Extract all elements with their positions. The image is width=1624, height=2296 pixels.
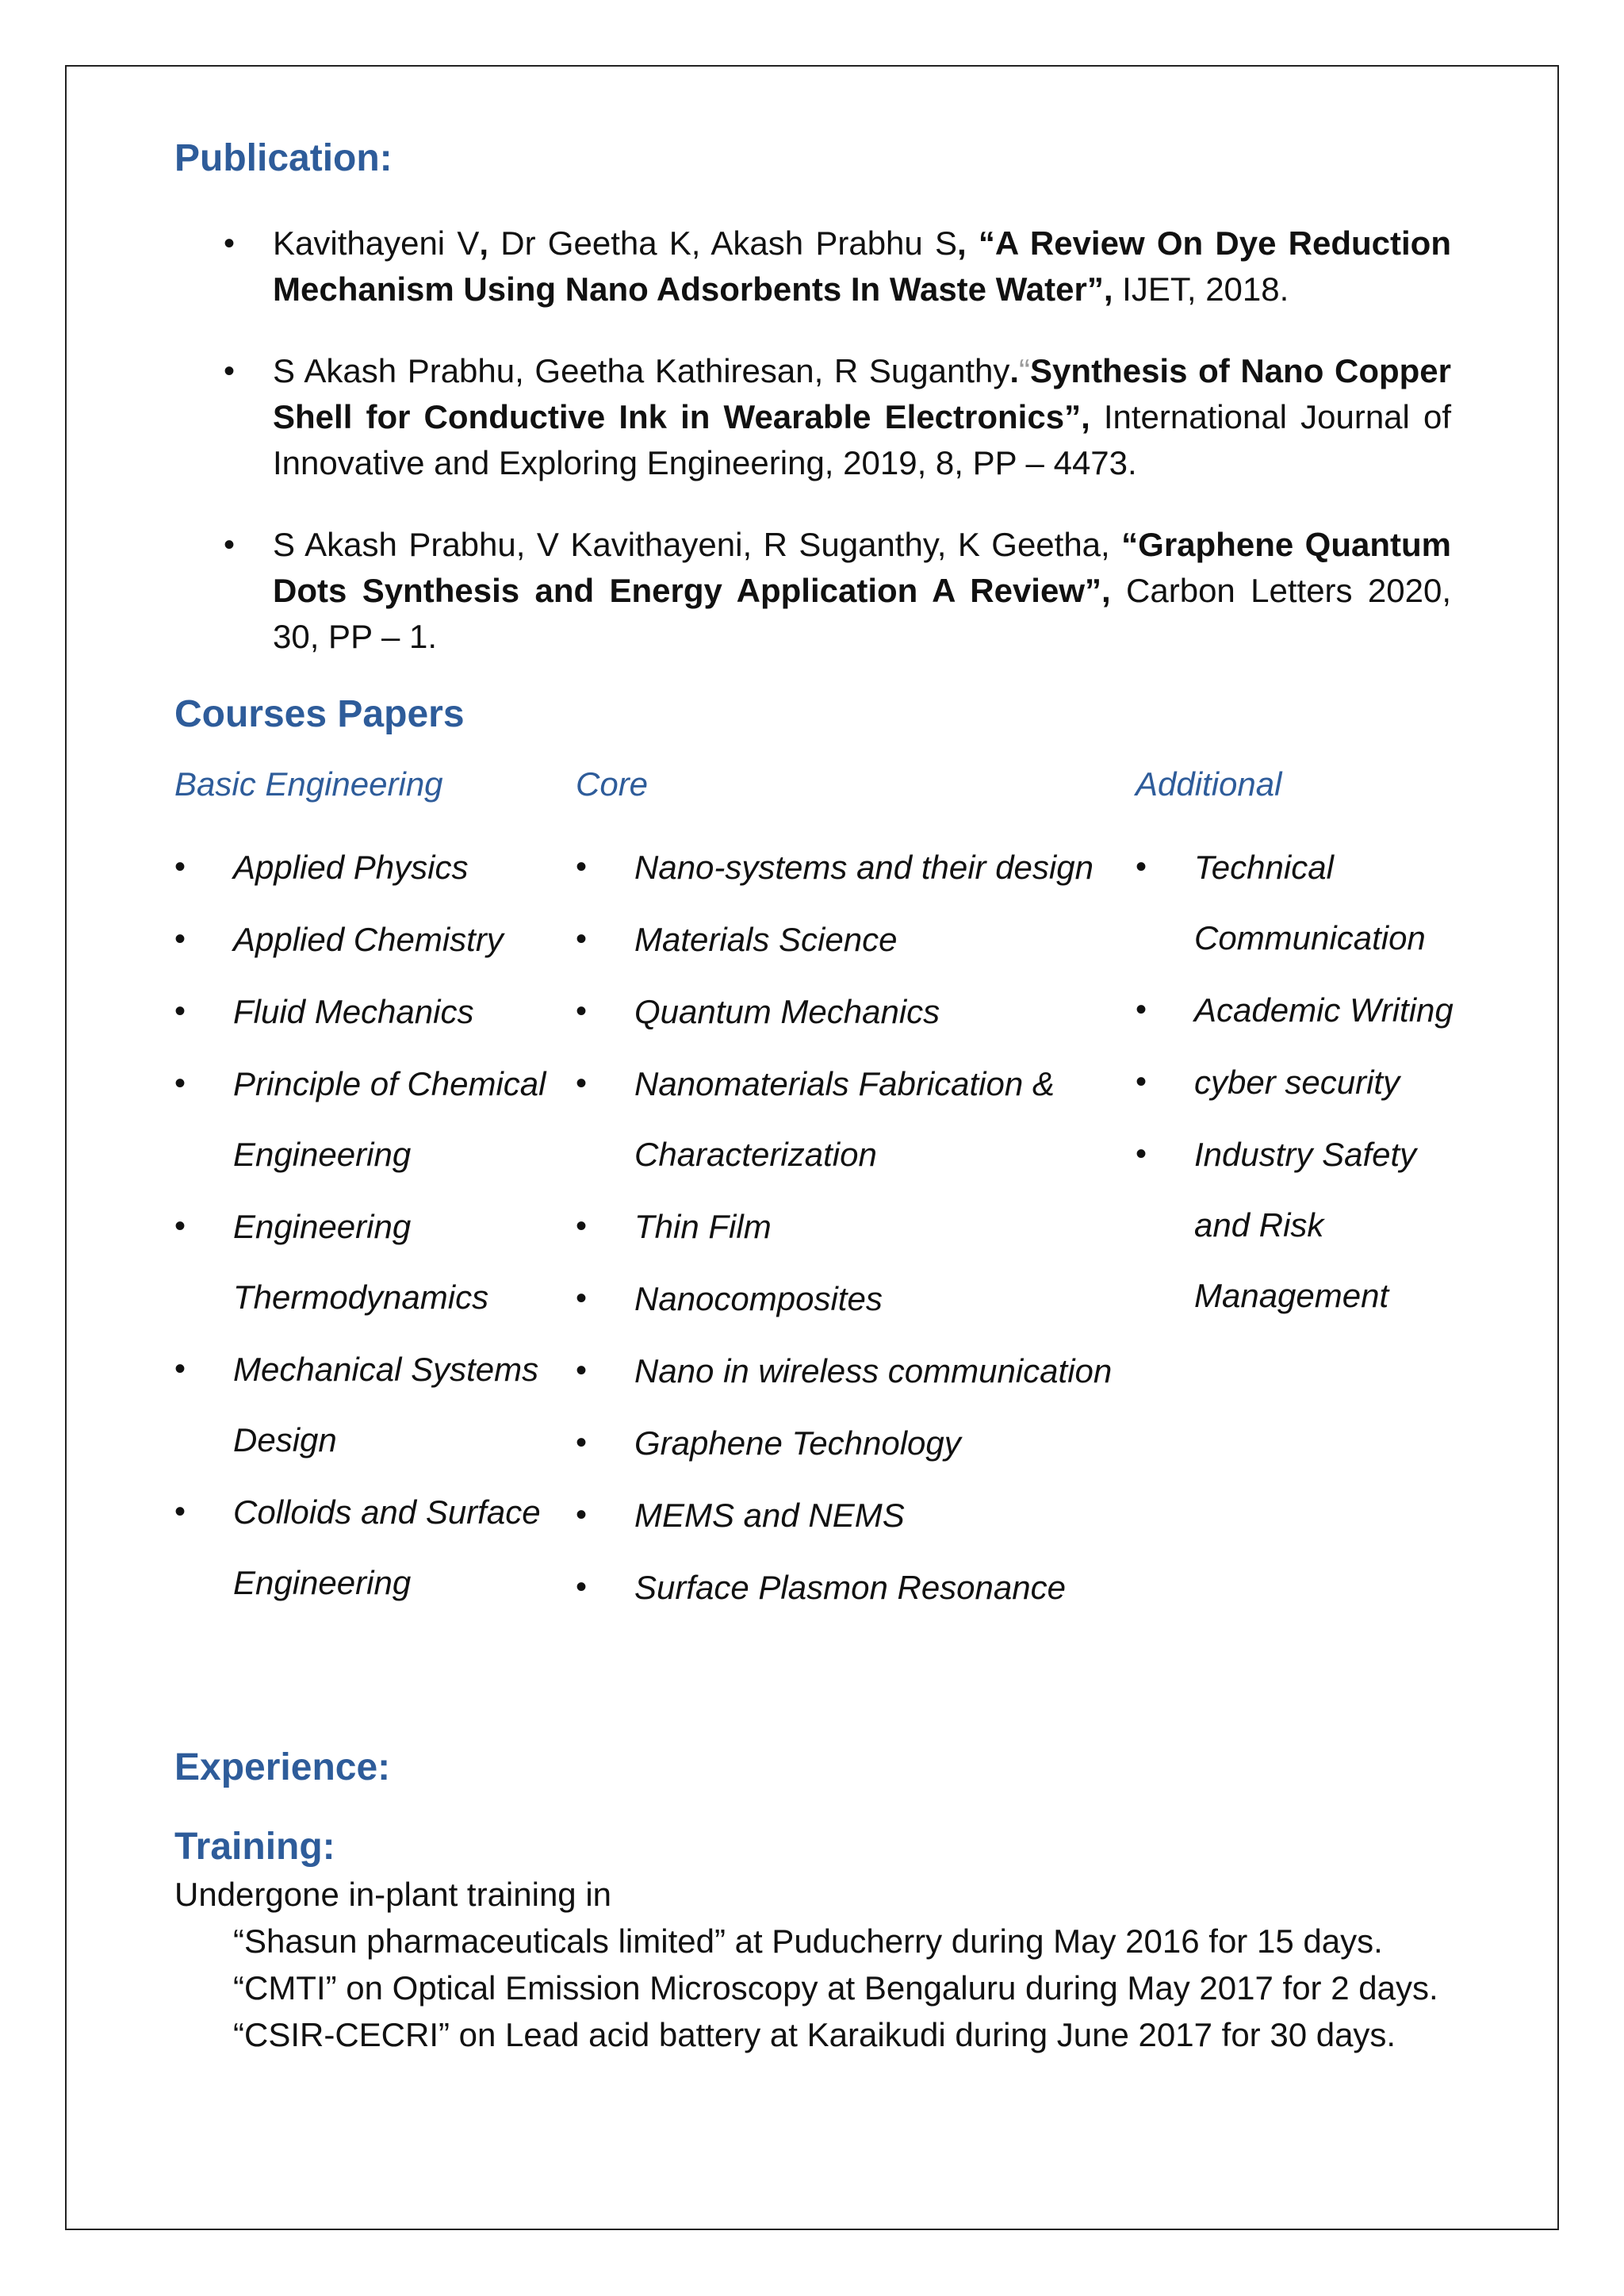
course-name: Surface Plasmon Resonance bbox=[634, 1569, 1066, 1606]
course-name: Nano-systems and their design bbox=[634, 849, 1094, 886]
core-title: Core bbox=[576, 765, 649, 803]
bullet: • bbox=[576, 1353, 588, 1388]
course-item bbox=[174, 1048, 563, 1190]
bullet: • bbox=[576, 1066, 588, 1101]
bullet: • bbox=[224, 226, 236, 261]
course-item bbox=[576, 1048, 1115, 1190]
courses-section bbox=[174, 761, 1454, 1736]
bullet: • bbox=[576, 1281, 588, 1316]
basic-engineering-column bbox=[174, 761, 563, 1619]
courses-heading: Courses Papers bbox=[174, 693, 465, 735]
course-item bbox=[1136, 975, 1469, 1045]
publication-separator: , bbox=[479, 224, 489, 262]
course-item bbox=[174, 976, 563, 1047]
training-intro: Undergone in-plant training in bbox=[174, 1876, 612, 1913]
bullet: • bbox=[1136, 992, 1147, 1027]
course-name: Applied Physics bbox=[233, 849, 469, 886]
resume-page bbox=[174, 135, 1454, 2058]
course-item bbox=[174, 1334, 563, 1475]
publication-authors: S Akash Prabhu, V Kavithayeni, R Suganthy, K Geetha, bbox=[273, 526, 1122, 563]
course-item bbox=[576, 904, 1115, 975]
additional-list bbox=[1136, 832, 1469, 1331]
course-item bbox=[174, 1477, 563, 1618]
course-name: MEMS and NEMS bbox=[634, 1497, 905, 1534]
course-name: Engineering Thermodynamics bbox=[233, 1208, 489, 1316]
course-name: Academic Writing bbox=[1194, 991, 1454, 1029]
training-entry: “CSIR-CECRI” on Lead acid battery at Karaikudi during June 2017 for 30 days. bbox=[233, 2016, 1396, 2053]
bullet: • bbox=[1136, 849, 1147, 884]
course-name: Fluid Mechanics bbox=[233, 993, 474, 1030]
course-item bbox=[576, 1263, 1115, 1334]
bullet: • bbox=[1136, 1137, 1147, 1171]
course-item bbox=[576, 1336, 1115, 1406]
course-name: Nanocomposites bbox=[634, 1280, 883, 1317]
bullet: • bbox=[174, 1066, 186, 1101]
core-column bbox=[576, 761, 1115, 1624]
publication-item bbox=[174, 220, 1451, 312]
course-item bbox=[1136, 1047, 1469, 1117]
course-name: Applied Chemistry bbox=[233, 921, 504, 958]
bullet: • bbox=[576, 994, 588, 1029]
course-item bbox=[576, 832, 1115, 903]
additional-title: Additional bbox=[1136, 765, 1282, 803]
course-item bbox=[576, 1191, 1115, 1262]
bullet: • bbox=[174, 849, 186, 884]
course-name: Nanomaterials Fabrication & Characterization bbox=[634, 1065, 1055, 1173]
training-heading: Training: bbox=[174, 1826, 335, 1868]
bullet: • bbox=[576, 922, 588, 956]
bullet: • bbox=[576, 849, 588, 884]
publication-list bbox=[174, 220, 1451, 660]
course-name: Graphene Technology bbox=[634, 1424, 961, 1462]
course-item bbox=[576, 1480, 1115, 1550]
course-name: Technical Communication bbox=[1194, 849, 1426, 956]
publication-item bbox=[174, 522, 1451, 660]
publication-authors: Kavithayeni V bbox=[273, 224, 480, 262]
additional-column bbox=[1136, 761, 1469, 1332]
course-item bbox=[576, 1408, 1115, 1478]
course-item bbox=[174, 904, 563, 975]
publication-venue: Carbon Letters 2020, 30, PP – 1. bbox=[273, 572, 1451, 655]
course-name: Colloids and Surface Engineering bbox=[233, 1493, 541, 1601]
core-list bbox=[576, 832, 1115, 1623]
publication-title: , “A Review On Dye Reduction Mechanism Using Nano Adsorbents In Waste Water”, bbox=[273, 224, 1451, 308]
course-name: Mechanical Systems Design bbox=[233, 1351, 539, 1458]
bullet: • bbox=[174, 1351, 186, 1386]
bullet: • bbox=[174, 994, 186, 1029]
basic-engineering-list bbox=[174, 832, 563, 1618]
training-entry: “CMTI” on Optical Emission Microscopy at Bengaluru during May 2017 for 2 days. bbox=[233, 1969, 1438, 2007]
bullet: • bbox=[174, 922, 186, 956]
course-item bbox=[174, 1191, 563, 1332]
bullet: • bbox=[576, 1570, 588, 1604]
publication-separator: . bbox=[1009, 352, 1020, 389]
course-name: Nano in wireless communication bbox=[634, 1352, 1113, 1389]
course-item bbox=[1136, 832, 1469, 973]
course-name: Materials Science bbox=[634, 921, 898, 958]
publication-authors-continued: Dr Geetha K, Akash Prabhu S bbox=[488, 224, 957, 262]
publication-item bbox=[174, 348, 1451, 486]
course-name: Thin Film bbox=[634, 1208, 772, 1245]
publication-venue: IJET, 2018. bbox=[1113, 270, 1289, 308]
bullet: • bbox=[576, 1425, 588, 1460]
publication-open-quote: “ bbox=[1019, 352, 1031, 389]
publication-title: “Graphene Quantum Dots Synthesis and Energy Application A Review”, bbox=[273, 526, 1451, 609]
course-name: Principle of Chemical Engineering bbox=[233, 1065, 546, 1173]
publication-venue: International Journal of Innovative and Exploring Engineering, 2019, 8, PP – 4473. bbox=[273, 398, 1452, 481]
publication-authors: S Akash Prabhu, Geetha Kathiresan, R Suganthy bbox=[273, 352, 1010, 389]
course-name: Industry Safety and Risk Management bbox=[1194, 1136, 1417, 1314]
experience-heading: Experience: bbox=[174, 1746, 391, 1788]
bullet: • bbox=[224, 527, 236, 562]
course-name: cyber security bbox=[1194, 1064, 1400, 1101]
training-entry: “Shasun pharmaceuticals limited” at Puducherry during May 2016 for 15 days. bbox=[233, 1922, 1383, 1960]
bullet: • bbox=[576, 1497, 588, 1532]
course-item bbox=[576, 976, 1115, 1047]
basic-engineering-title: Basic Engineering bbox=[174, 765, 443, 803]
bullet: • bbox=[174, 1209, 186, 1244]
bullet: • bbox=[1136, 1064, 1147, 1099]
bullet: • bbox=[576, 1209, 588, 1244]
bullet: • bbox=[174, 1494, 186, 1529]
course-name: Quantum Mechanics bbox=[634, 993, 940, 1030]
course-item bbox=[174, 832, 563, 903]
course-item bbox=[1136, 1119, 1469, 1331]
bullet: • bbox=[224, 354, 236, 389]
course-item bbox=[576, 1552, 1115, 1623]
publication-heading: Publication: bbox=[174, 137, 393, 179]
publication-title: Synthesis of Nano Copper Shell for Conductive Ink in Wearable Electronics”, bbox=[273, 352, 1451, 435]
